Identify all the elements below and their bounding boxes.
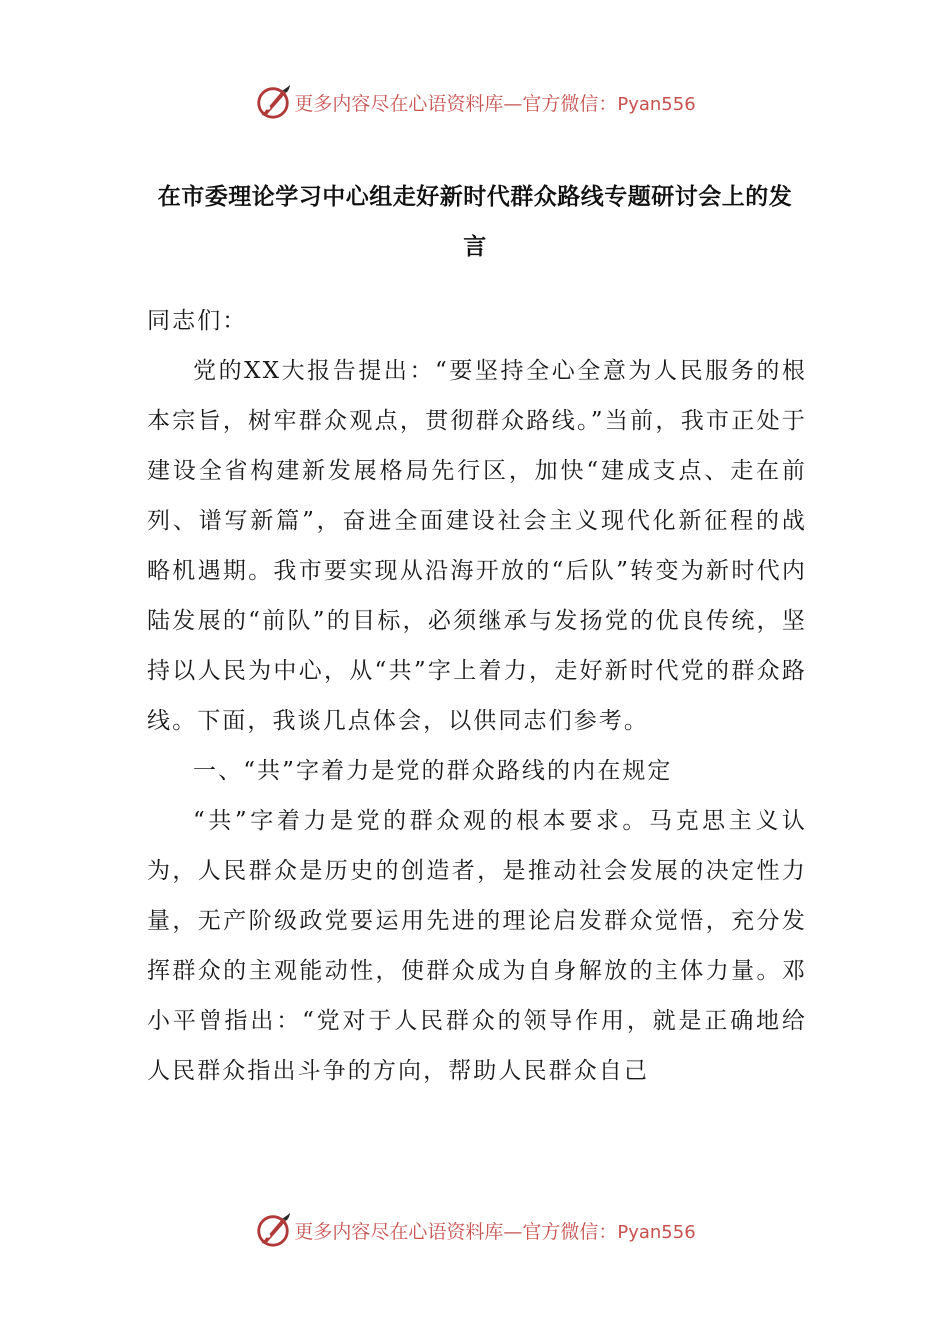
section-heading-1: 一、“共”字着力是党的群众路线的内在规定 xyxy=(193,758,673,784)
quill-logo-icon xyxy=(254,1211,292,1249)
watermark-text: 更多内容尽在心语资料库—官方微信：Pyan556 xyxy=(294,92,696,115)
document-title: 在市委理论学习中心组走好新时代群众路线专题研讨会上的发言 xyxy=(157,184,793,260)
quill-logo-icon xyxy=(254,83,292,121)
wechat-id: Pyan556 xyxy=(617,1221,696,1243)
salutation: 同志们： xyxy=(147,308,248,334)
paragraph-section-1: “共”字着力是党的群众观的根本要求。马克思主义认为，人民群众是历史的创造者，是推动社会发展的决定性力量，无产阶级政党要运用先进的理论启发群众觉悟，充分发挥群众的主观能动性，使群众成为自身解放的主体力量。邓小平曾指出：“党对于人民群众的领导作用，就是正确地给人民群众指出斗争的方向，帮助人民群众自己 xyxy=(147,808,807,1084)
document-body xyxy=(147,296,807,1096)
paragraph-intro: 党的XX大报告提出：“要坚持全心全意为人民服务的根本宗旨，树牢群众观点，贯彻群众路线。”当前，我市正处于建设全省构建新发展格局先行区，加快“建成支点、走在前列、谱写新篇”，奋进全面建设社会主义现代化新征程的战略机遇期。我市要实现从沿海开放的“后队”转变为新时代内陆发展的“前队”的目标，必须继承与发扬党的优良传统，坚持以人民为中心，从“共”字上着力，走好新时代党的群众路线。下面，我谈几点体会，以供同志们参考。 xyxy=(147,358,807,734)
wechat-id: Pyan556 xyxy=(617,93,696,115)
watermark-text: 更多内容尽在心语资料库—官方微信：Pyan556 xyxy=(294,1220,696,1243)
footer-watermark xyxy=(0,1210,950,1250)
header-watermark xyxy=(0,82,950,122)
